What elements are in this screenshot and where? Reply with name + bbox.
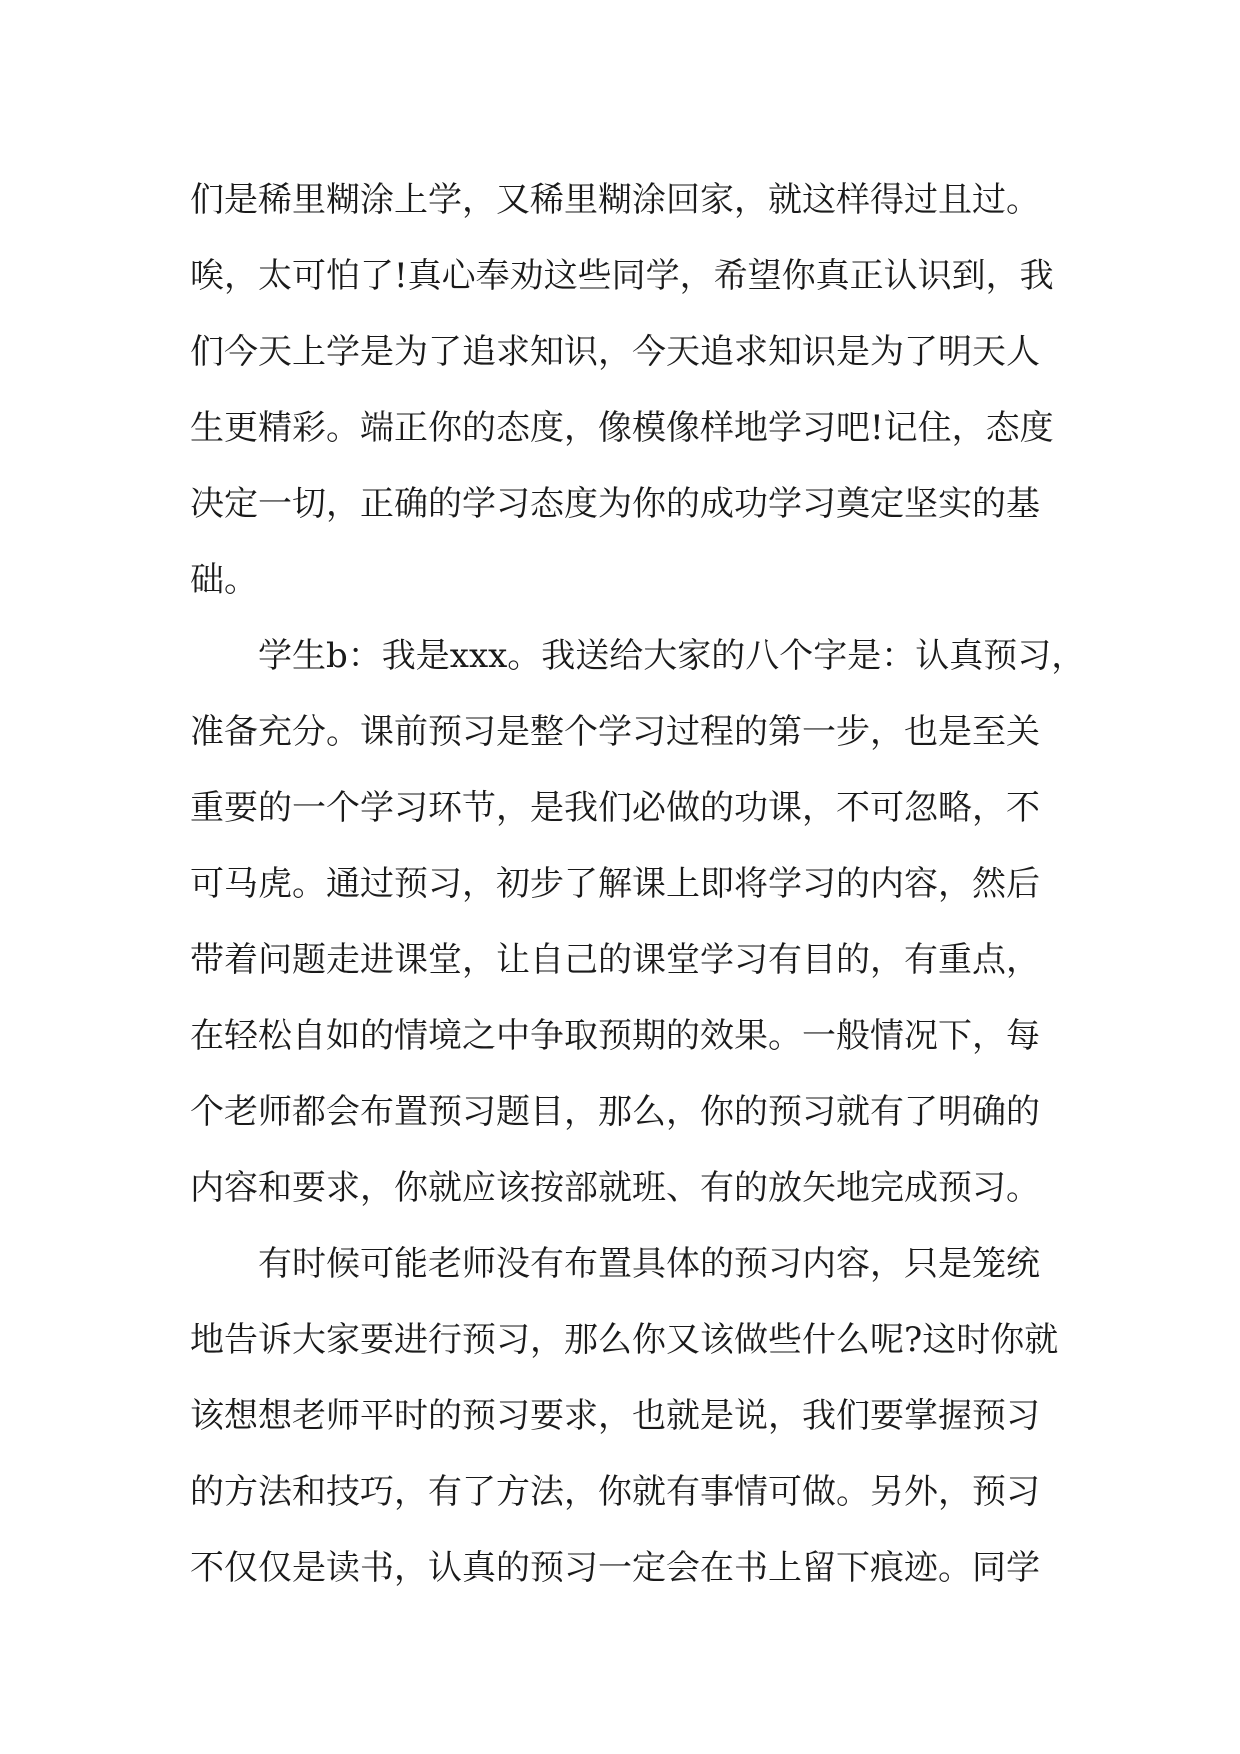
text-line: 地告诉大家要进行预习，那么你又该做些什么呢?这时你就 [190,1320,1059,1360]
text-line: 唉，太可怕了!真心奉劝这些同学，希望你真正认识到，我 [190,256,1054,296]
text-line: 生更精彩。端正你的态度，像模像样地学习吧!记住，态度 [190,408,1054,448]
paragraph-first-line: 有时候可能老师没有布置具体的预习内容，只是笼统 [258,1244,1040,1284]
text-line: 带着问题走进课堂，让自己的课堂学习有目的，有重点， [190,940,1040,980]
text-line: 础。 [190,560,258,600]
text-line: 们今天上学是为了追求知识，今天追求知识是为了明天人 [190,332,1040,372]
text-line: 的方法和技巧，有了方法，你就有事情可做。另外，预习 [190,1472,1040,1512]
text-line: 们是稀里糊涂上学，又稀里糊涂回家，就这样得过且过。 [190,180,1040,220]
text-line: 可马虎。通过预习，初步了解课上即将学习的内容，然后 [190,864,1040,904]
text-line: 准备充分。课前预习是整个学习过程的第一步，也是至关 [190,712,1040,752]
text-line: 在轻松自如的情境之中争取预期的效果。一般情况下，每 [190,1016,1040,1056]
text-line: 决定一切，正确的学习态度为你的成功学习奠定坚实的基 [190,484,1040,524]
text-line: 不仅仅是读书，认真的预习一定会在书上留下痕迹。同学 [190,1548,1040,1588]
text-line: 该想想老师平时的预习要求，也就是说，我们要掌握预习 [190,1396,1040,1436]
paragraph-first-line: 学生b：我是xxx。我送给大家的八个字是：认真预习， [258,636,1086,676]
text-line: 内容和要求，你就应该按部就班、有的放矢地完成预习。 [190,1168,1040,1208]
text-line: 个老师都会布置预习题目，那么，你的预习就有了明确的 [190,1092,1040,1132]
text-line: 重要的一个学习环节，是我们必做的功课，不可忽略，不 [190,788,1040,828]
